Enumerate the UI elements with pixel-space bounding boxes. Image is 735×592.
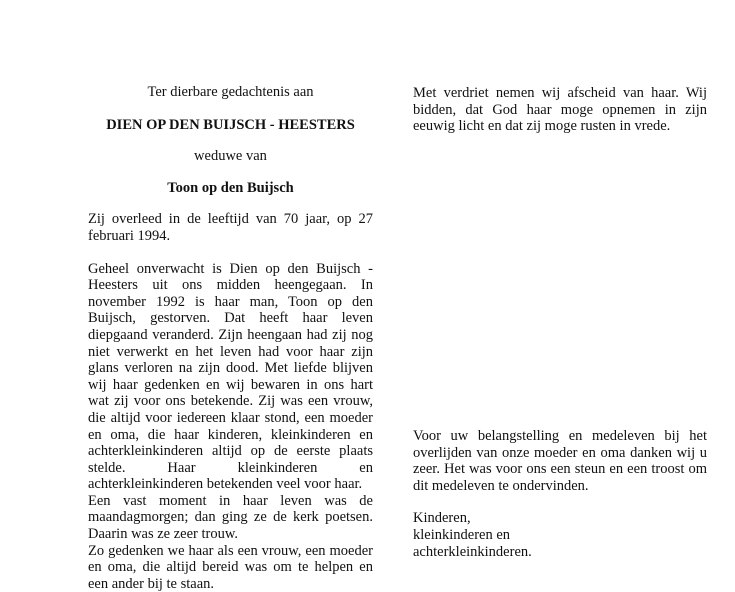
- death-notice: Zij overleed in de leeftijd van 70 jaar, op 27 februari 1994.: [88, 211, 373, 244]
- right-column-top: [413, 85, 707, 135]
- signature-line-3: achterkleinkinderen.: [413, 543, 532, 560]
- widow-label: weduwe van: [194, 148, 267, 165]
- signature-line-2: kleinkinderen en: [413, 526, 511, 543]
- farewell-text: Met verdriet nemen wij afscheid van haar. Wij bidden, dat God haar moge opnemen in zijn eeuwig licht en dat zij moge rusten in vrede.: [413, 85, 707, 135]
- signature-line-1: Kinderen,: [413, 510, 471, 527]
- memorial-paragraph-2: Een vast moment in haar leven was de maandagmorgen; dan ging ze de kerk poetsen. Daarin was ze zeer trouw.: [88, 492, 373, 543]
- memorial-paragraph-3: Zo gedenken we haar als een vrouw, een moeder en oma, die altijd bereid was om te helpen en een ander bij te staan.: [88, 542, 373, 592]
- thanks-text: Voor uw belangstelling en medeleven bij het overlijden van onze moeder en oma danken wij u zeer. Het was voor ons een steun en een troost om dit medeleven te ondervinden.: [413, 428, 707, 494]
- memorial-paragraph-1: Geheel onverwacht is Dien op den Buijsch - Heesters uit ons midden heengegaan. In november 1992 is haar man, Toon op den Buijsch, gestorven. Dat heeft haar leven diepgaand veranderd. Zijn heengaan had zij nog niet verwerkt en het leven had voor haar zijn glans verloren na zijn dood. Met liefde blijven wij haar gedenken en wij bewaren in ons hart wat zij voor ons betekende. Zij was een vrouw, die altijd voor iedereen klaar stond, een moeder en oma, die haar kinderen, kleinkinderen en achterkleinkinderen altijd op de eerste plaats stelde. Haar kleinkinderen en achterkleinkinderen betekenden veel voor haar.: [88, 260, 373, 493]
- dedication-intro: Ter dierbare gedachtenis aan: [147, 84, 314, 100]
- left-column: [88, 84, 373, 592]
- right-column-bottom: [413, 428, 707, 560]
- deceased-name: DIEN OP DEN BUIJSCH - HEESTERS: [106, 116, 355, 133]
- husband-name: Toon op den Buijsch: [167, 179, 294, 196]
